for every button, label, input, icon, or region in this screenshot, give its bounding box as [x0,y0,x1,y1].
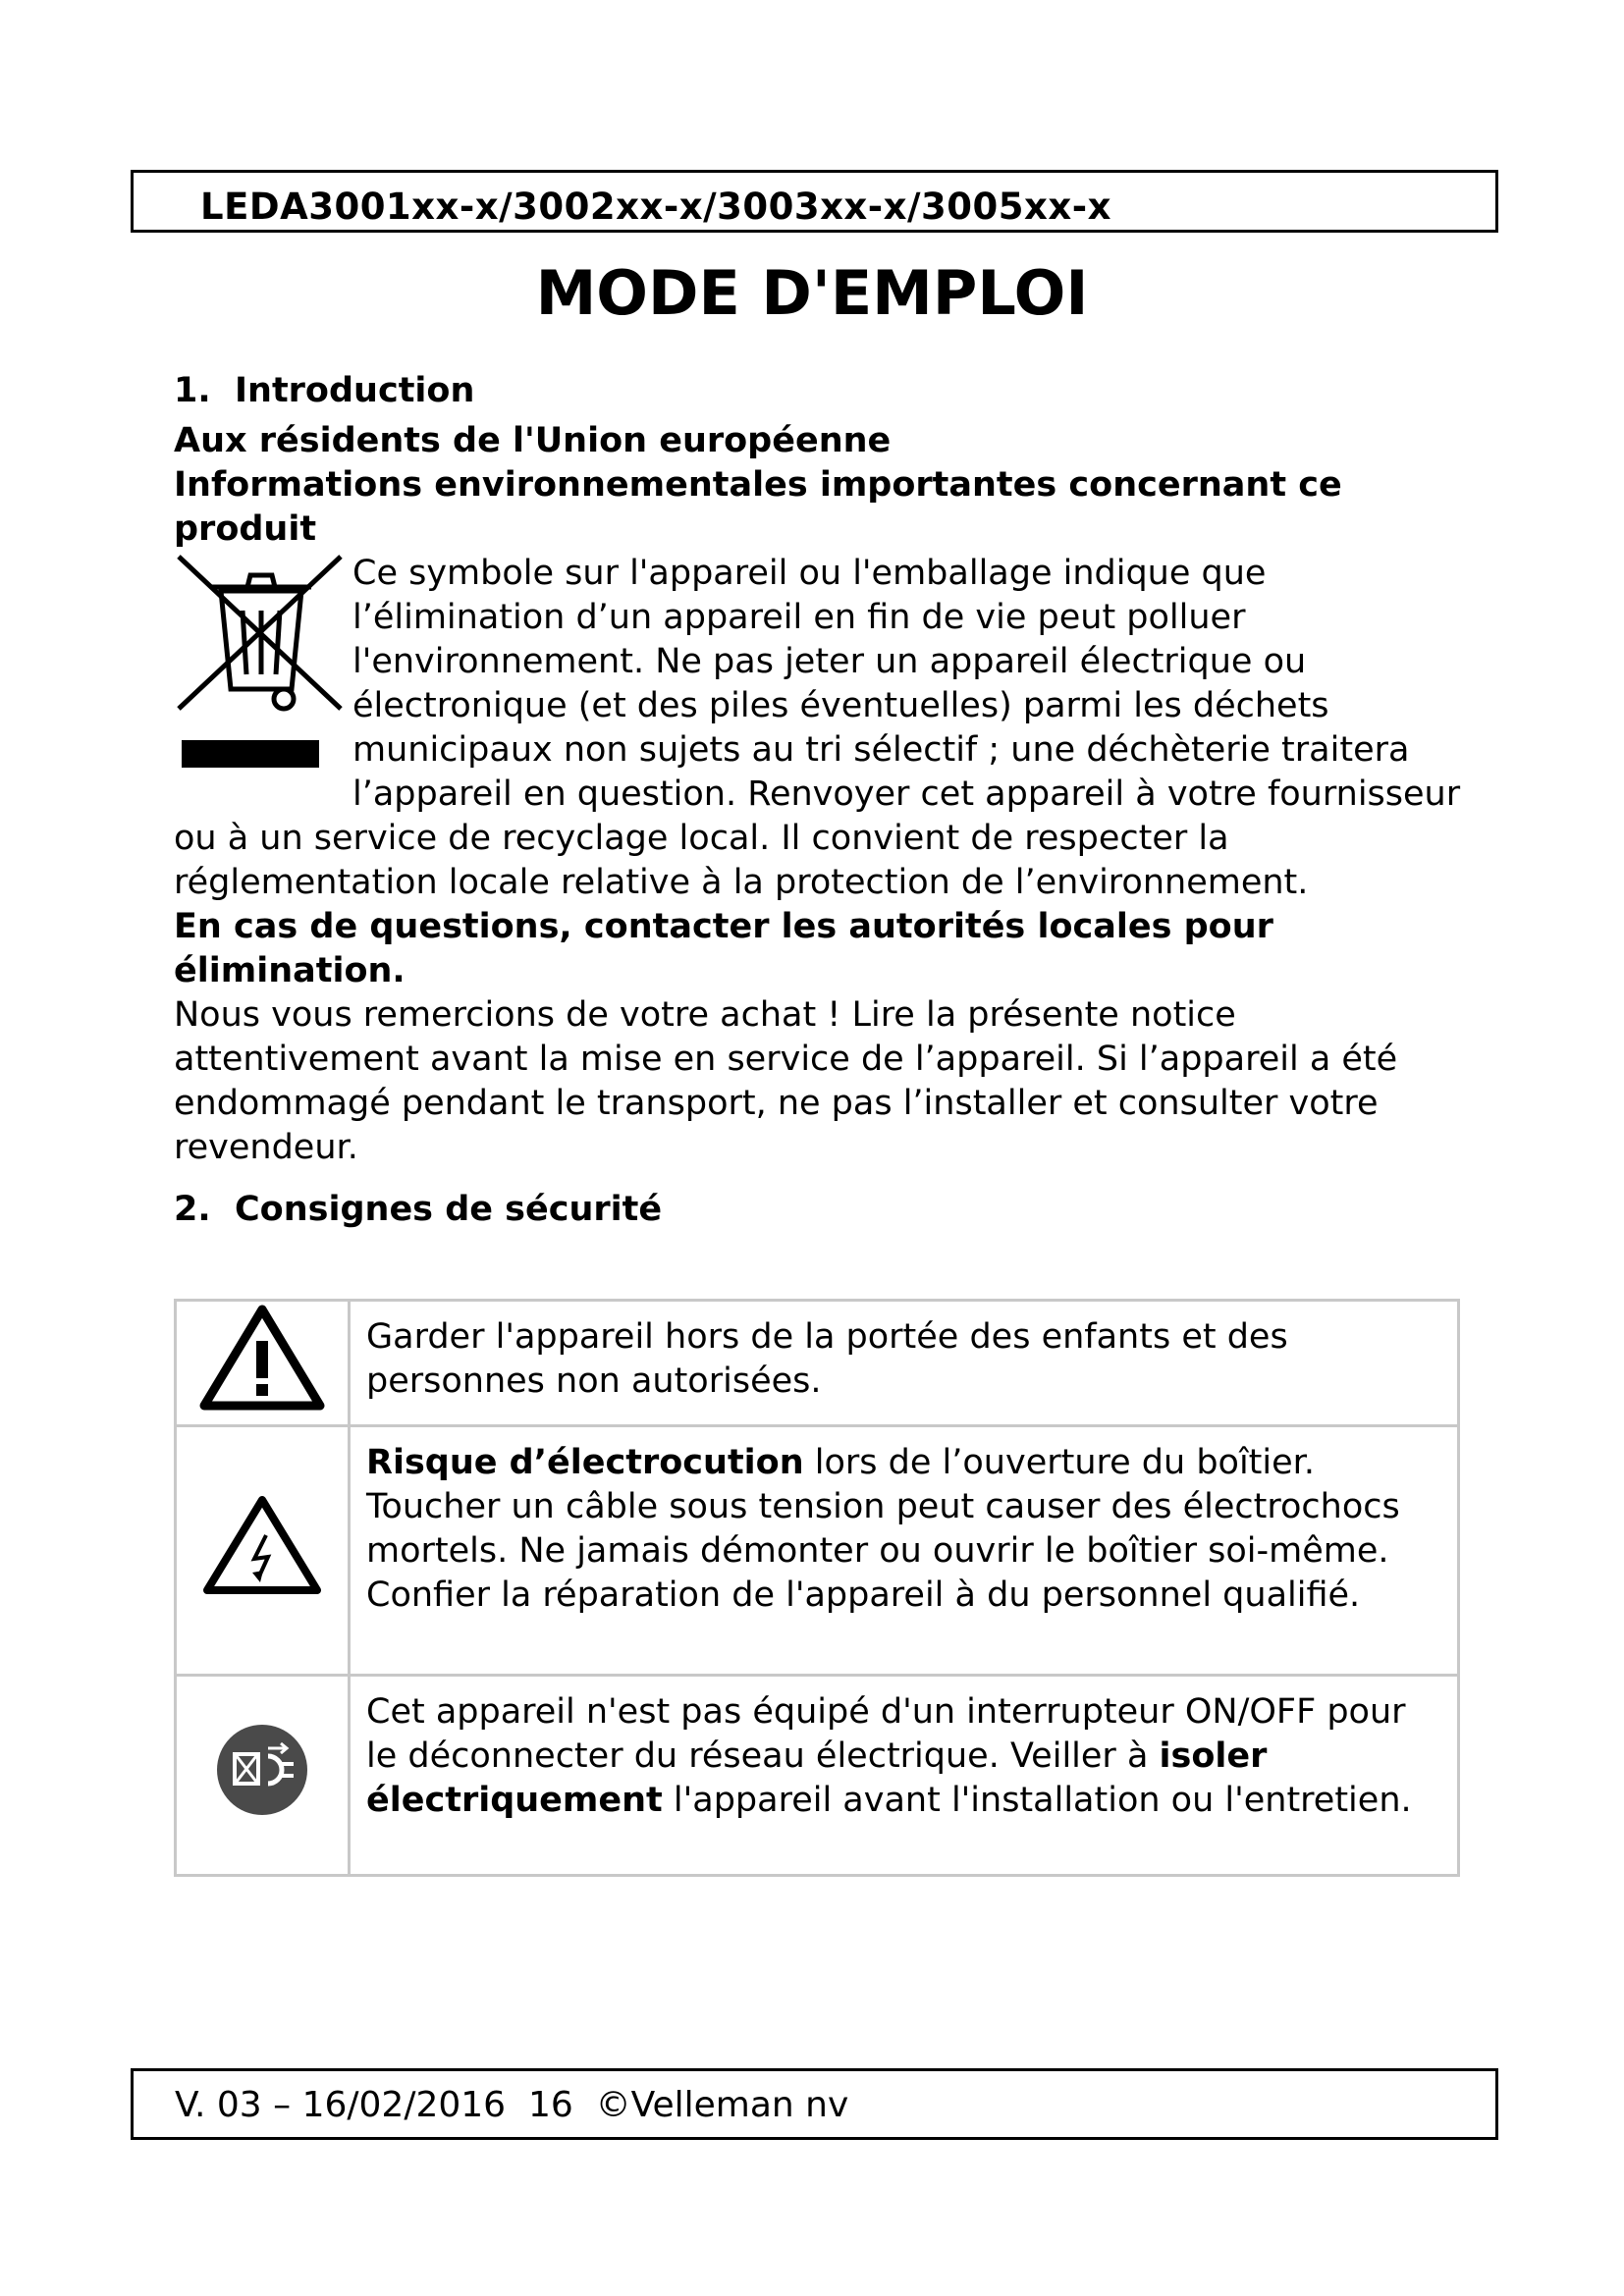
electrocution-risk-label: Risque d’électrocution [366,1443,804,1482]
section-2-number: 2. [174,1190,211,1229]
electrocution-warning-text: lors de l’ouverture du boîtier. Toucher un câble sous tension peut causer des électrochocs mortels. Ne jamais démonter ou ouvrir le boîtier soi-même. Confier la réparation de l'appareil à du personnel qualifié. [366,1443,1400,1615]
no-switch-text-end: l'appareil avant l'installation ou l'entretien. [662,1781,1412,1820]
crossed-bin-icon [174,552,351,777]
electric-hazard-icon [201,1494,323,1596]
children-warning-text: Garder l'appareil hors de la portée des enfants et des personnes non autorisées. [366,1317,1288,1401]
environmental-info-heading: Informations environnementales importantes concernant ce produit [174,465,1342,549]
model-numbers: LEDA3001xx-x/3002xx-x/3003xx-x/3005xx-x [200,186,1111,228]
section-1-title: Introduction [235,371,475,410]
no-switch-text-start: Cet appareil n'est pas équipé d'un interrupteur ON/OFF pour le déconnecter du réseau électrique. Veiller à [366,1692,1406,1776]
safety-text-cell [350,1426,1459,1676]
section-introduction [174,363,1470,1238]
disconnect-mains-icon [213,1721,311,1819]
isolate-electrically-label: isoler électriquement [366,1736,1268,1820]
safety-text-cell [350,1676,1459,1876]
safety-row [176,1676,1459,1876]
safety-text-cell [350,1301,1459,1426]
document-title: MODE D'EMPLOI [535,257,1089,329]
contact-authorities-note: En cas de questions, contacter les autorités locales pour élimination. [174,907,1273,990]
weee-block [174,552,1470,905]
footer-version-text: V. 03 – 16/02/2016 16 ©Velleman nv [175,2085,849,2125]
eu-residents-heading: Aux résidents de l'Union européenne [174,421,892,460]
safety-row [176,1301,1459,1426]
safety-table [174,1299,1460,1877]
safety-icon-cell [176,1426,350,1676]
thank-you-text: Nous vous remercions de votre achat ! Lire la présente notice attentivement avant la mise en service de l’appareil. Si l’appareil a été endommagé pendant le transport, ne pas l’installer et consulter votre revendeur. [174,995,1398,1167]
section-1-number: 1. [174,371,211,410]
safety-icon-cell [176,1676,350,1876]
section-2-title: Consignes de sécurité [235,1190,663,1229]
safety-icon-cell [176,1301,350,1426]
footer-box [131,2068,1498,2140]
section-2-heading [174,1188,1470,1232]
warning-icon [198,1304,326,1412]
section-1-heading [174,369,1470,413]
safety-row [176,1426,1459,1676]
environmental-text: Ce symbole sur l'appareil ou l'emballage indique que l’élimination d’un appareil en fin de vie peut polluer l'environnement. Ne pas jeter un appareil électrique ou électronique (et des piles éventuelles) parmi les déchets municipaux non sujets au tri sélectif ; une déchèterie traitera l’appareil en question. Renvoyer cet appareil à votre fournisseur ou à un service de recyclage local. Il convient de respecter la réglementation locale relative à la protection de l’environnement. [174,554,1461,902]
model-header-box [131,170,1498,233]
